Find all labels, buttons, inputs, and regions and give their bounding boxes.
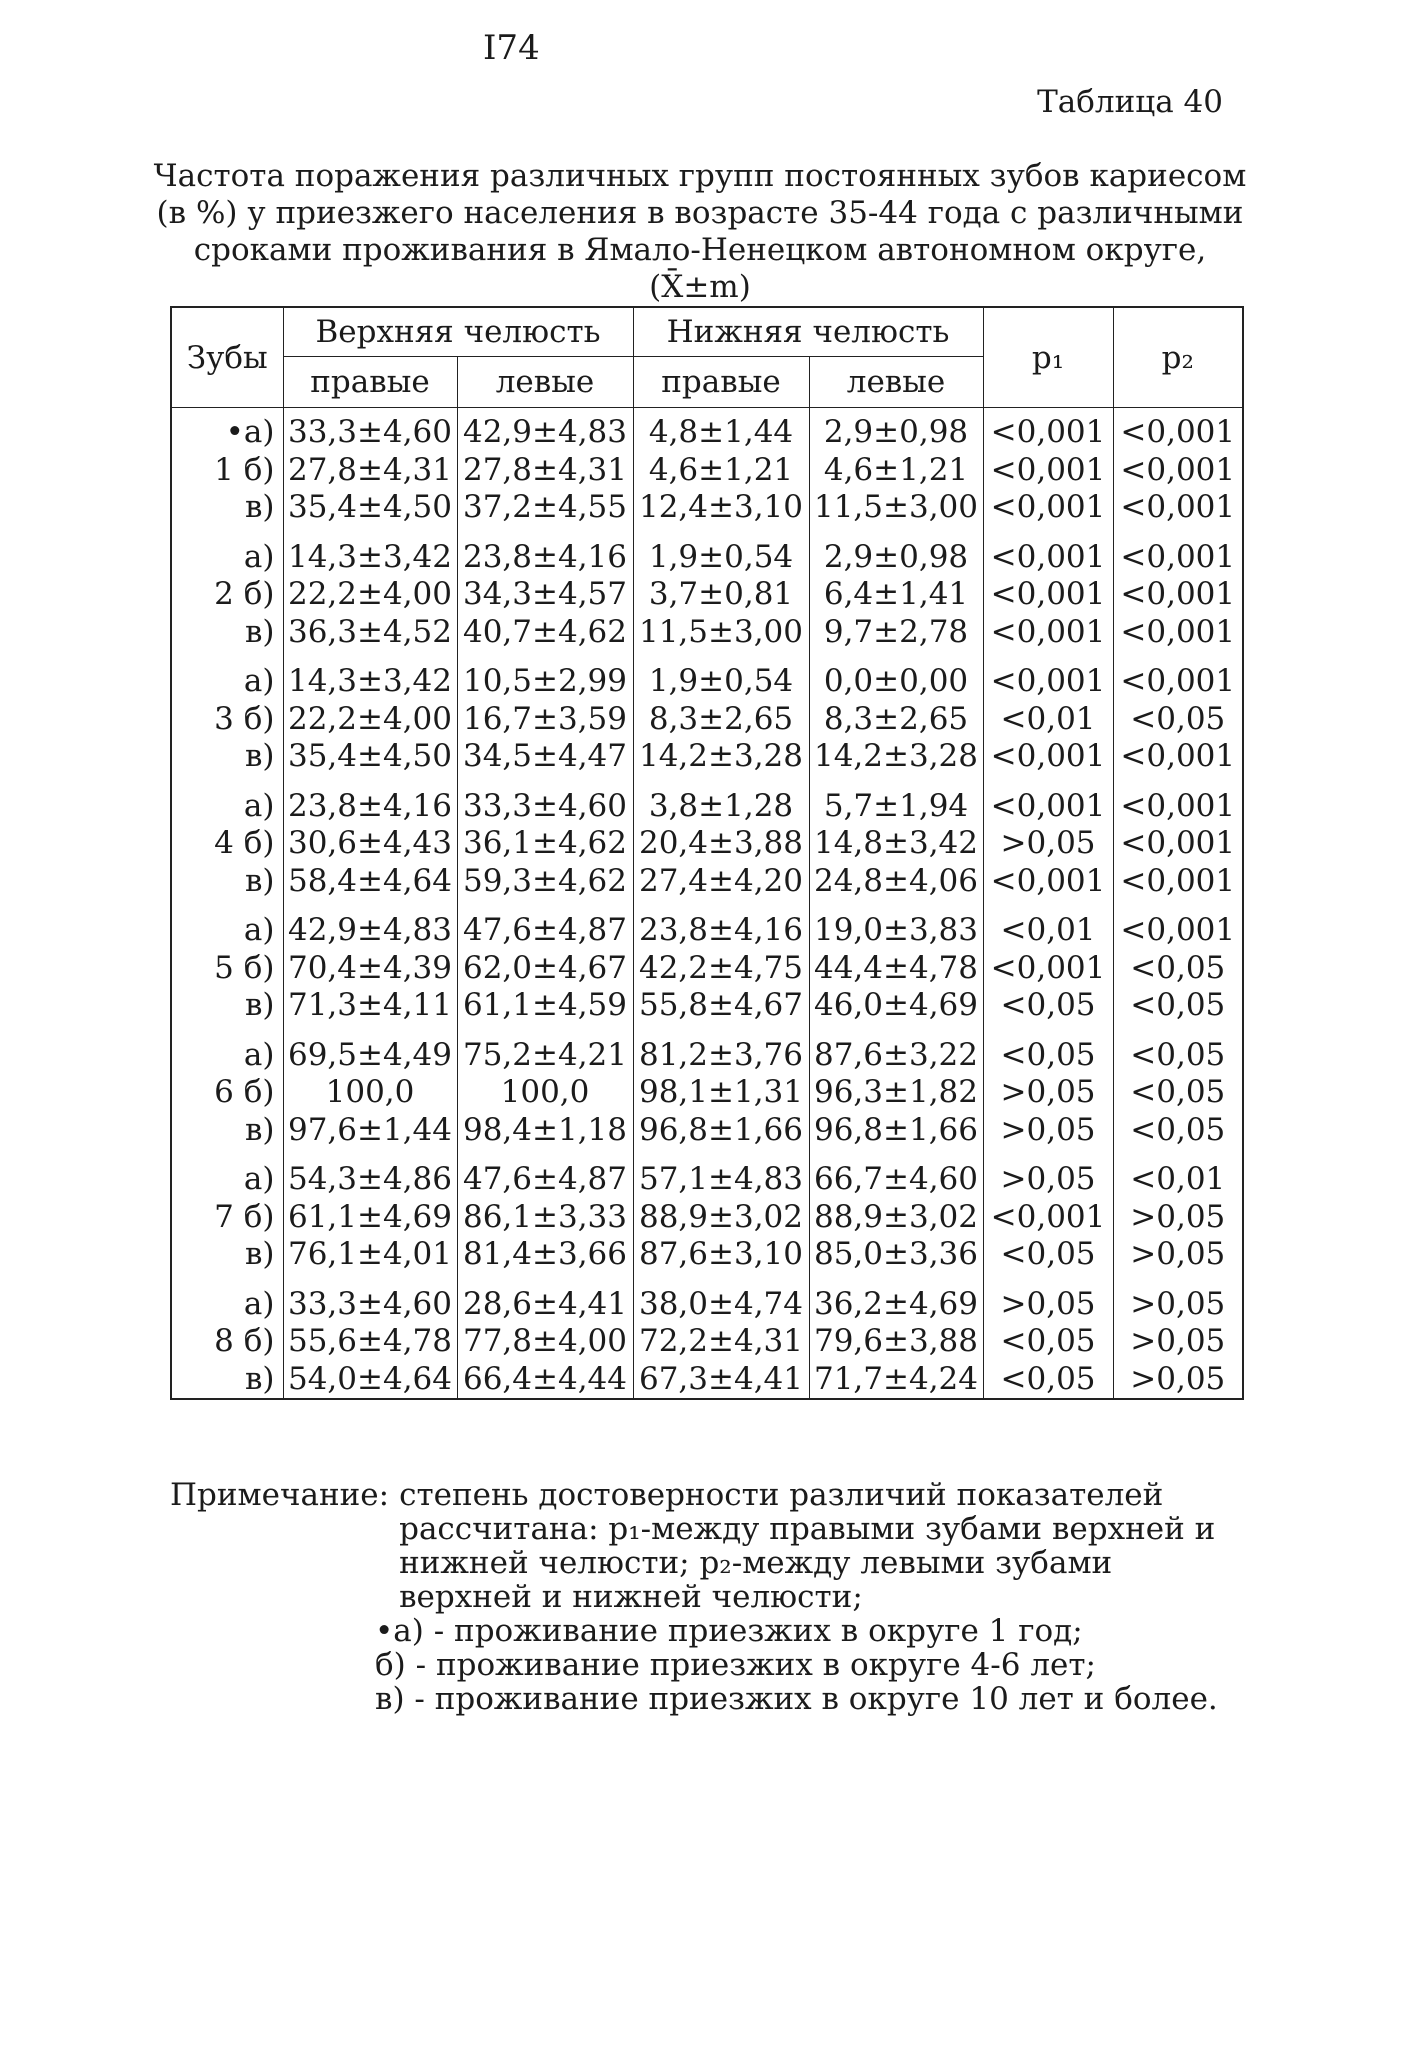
cell-lower-left: 19,0±3,83 bbox=[809, 900, 983, 950]
cell-lower-right: 57,1±4,83 bbox=[633, 1149, 809, 1199]
cell-upper-right: 35,4±4,50 bbox=[283, 738, 457, 776]
table-row bbox=[171, 1274, 1243, 1324]
cell-lower-left: 14,2±3,28 bbox=[809, 738, 983, 776]
table-row bbox=[171, 1149, 1243, 1199]
cell-lower-right: 20,4±3,88 bbox=[633, 825, 809, 863]
cell-p1: <0,001 bbox=[983, 1199, 1113, 1237]
cell-upper-left: 66,4±4,44 bbox=[457, 1361, 633, 1400]
caries-frequency-table bbox=[170, 306, 1244, 1400]
cell-upper-left: 59,3±4,62 bbox=[457, 863, 633, 901]
cell-row-label: 3 б) bbox=[171, 701, 283, 739]
cell-lower-left: 46,0±4,69 bbox=[809, 987, 983, 1025]
cell-upper-left: 47,6±4,87 bbox=[457, 1149, 633, 1199]
header-upper-right: правые bbox=[283, 357, 457, 408]
cell-lower-left: 2,9±0,98 bbox=[809, 408, 983, 452]
cell-p2: <0,001 bbox=[1113, 651, 1243, 701]
cell-lower-left: 87,6±3,22 bbox=[809, 1025, 983, 1075]
page-number: I74 bbox=[483, 28, 540, 68]
cell-upper-right: 76,1±4,01 bbox=[283, 1236, 457, 1274]
table-row bbox=[171, 1323, 1243, 1361]
cell-upper-right: 22,2±4,00 bbox=[283, 701, 457, 739]
cell-upper-left: 27,8±4,31 bbox=[457, 452, 633, 490]
table-row bbox=[171, 776, 1243, 826]
cell-row-label: •а) bbox=[171, 408, 283, 452]
cell-upper-left: 34,3±4,57 bbox=[457, 576, 633, 614]
header-p2: p₂ bbox=[1113, 307, 1243, 408]
table-row bbox=[171, 1236, 1243, 1274]
cell-p1: <0,05 bbox=[983, 1025, 1113, 1075]
cell-row-label: в) bbox=[171, 1112, 283, 1150]
cell-lower-left: 5,7±1,94 bbox=[809, 776, 983, 826]
cell-upper-left: 86,1±3,33 bbox=[457, 1199, 633, 1237]
cell-row-label: в) bbox=[171, 987, 283, 1025]
cell-lower-right: 42,2±4,75 bbox=[633, 950, 809, 988]
cell-lower-left: 6,4±1,41 bbox=[809, 576, 983, 614]
cell-p1: <0,001 bbox=[983, 614, 1113, 652]
cell-p1: <0,01 bbox=[983, 701, 1113, 739]
cell-p2: <0,05 bbox=[1113, 1074, 1243, 1112]
cell-upper-right: 58,4±4,64 bbox=[283, 863, 457, 901]
cell-lower-left: 96,3±1,82 bbox=[809, 1074, 983, 1112]
cell-lower-left: 36,2±4,69 bbox=[809, 1274, 983, 1324]
header-upper-jaw: Верхняя челюсть bbox=[283, 307, 633, 357]
cell-lower-right: 72,2±4,31 bbox=[633, 1323, 809, 1361]
cell-row-label: в) bbox=[171, 738, 283, 776]
cell-p1: <0,001 bbox=[983, 950, 1113, 988]
note-item-c: в) - проживание приезжих в округе 10 лет и более. bbox=[375, 1681, 1218, 1717]
cell-p2: <0,001 bbox=[1113, 614, 1243, 652]
cell-lower-right: 3,7±0,81 bbox=[633, 576, 809, 614]
cell-lower-left: 4,6±1,21 bbox=[809, 452, 983, 490]
header-teeth: Зубы bbox=[171, 307, 283, 408]
cell-row-label: в) bbox=[171, 1236, 283, 1274]
cell-upper-right: 54,0±4,64 bbox=[283, 1361, 457, 1400]
cell-row-label: а) bbox=[171, 1149, 283, 1199]
cell-p2: <0,05 bbox=[1113, 950, 1243, 988]
cell-lower-right: 88,9±3,02 bbox=[633, 1199, 809, 1237]
cell-p2: >0,05 bbox=[1113, 1361, 1243, 1400]
cell-upper-right: 27,8±4,31 bbox=[283, 452, 457, 490]
cell-lower-right: 4,8±1,44 bbox=[633, 408, 809, 452]
cell-lower-right: 67,3±4,41 bbox=[633, 1361, 809, 1400]
cell-upper-right: 36,3±4,52 bbox=[283, 614, 457, 652]
table-row bbox=[171, 1112, 1243, 1150]
table-row bbox=[171, 1361, 1243, 1400]
cell-lower-right: 87,6±3,10 bbox=[633, 1236, 809, 1274]
cell-p1: <0,001 bbox=[983, 776, 1113, 826]
cell-p1: <0,05 bbox=[983, 1323, 1113, 1361]
table-label: Таблица 40 bbox=[1037, 84, 1223, 120]
cell-lower-left: 2,9±0,98 bbox=[809, 527, 983, 577]
cell-lower-right: 38,0±4,74 bbox=[633, 1274, 809, 1324]
header-lower-left: левые bbox=[809, 357, 983, 408]
cell-lower-right: 11,5±3,00 bbox=[633, 614, 809, 652]
cell-upper-right: 14,3±3,42 bbox=[283, 651, 457, 701]
cell-p2: <0,001 bbox=[1113, 576, 1243, 614]
cell-upper-left: 23,8±4,16 bbox=[457, 527, 633, 577]
table-row bbox=[171, 738, 1243, 776]
cell-row-label: 4 б) bbox=[171, 825, 283, 863]
cell-upper-left: 100,0 bbox=[457, 1074, 633, 1112]
cell-upper-right: 35,4±4,50 bbox=[283, 489, 457, 527]
table-row bbox=[171, 950, 1243, 988]
cell-upper-right: 69,5±4,49 bbox=[283, 1025, 457, 1075]
note-item-b: б) - проживание приезжих в округе 4-6 лет; bbox=[375, 1647, 1096, 1683]
cell-p1: >0,05 bbox=[983, 825, 1113, 863]
cell-lower-left: 71,7±4,24 bbox=[809, 1361, 983, 1400]
cell-upper-left: 10,5±2,99 bbox=[457, 651, 633, 701]
header-lower-right: правые bbox=[633, 357, 809, 408]
cell-upper-right: 54,3±4,86 bbox=[283, 1149, 457, 1199]
cell-upper-left: 42,9±4,83 bbox=[457, 408, 633, 452]
cell-upper-left: 36,1±4,62 bbox=[457, 825, 633, 863]
note-item-a: •а) - проживание приезжих в округе 1 год; bbox=[375, 1613, 1083, 1649]
cell-lower-right: 98,1±1,31 bbox=[633, 1074, 809, 1112]
cell-lower-right: 8,3±2,65 bbox=[633, 701, 809, 739]
cell-p1: <0,001 bbox=[983, 527, 1113, 577]
cell-lower-right: 14,2±3,28 bbox=[633, 738, 809, 776]
cell-p2: <0,01 bbox=[1113, 1149, 1243, 1199]
cell-upper-right: 23,8±4,16 bbox=[283, 776, 457, 826]
cell-p1: >0,05 bbox=[983, 1149, 1113, 1199]
cell-lower-left: 11,5±3,00 bbox=[809, 489, 983, 527]
cell-row-label: 2 б) bbox=[171, 576, 283, 614]
cell-row-label: а) bbox=[171, 651, 283, 701]
cell-p1: <0,001 bbox=[983, 452, 1113, 490]
cell-row-label: в) bbox=[171, 614, 283, 652]
cell-upper-right: 61,1±4,69 bbox=[283, 1199, 457, 1237]
table-row bbox=[171, 651, 1243, 701]
cell-p1: <0,001 bbox=[983, 738, 1113, 776]
cell-row-label: а) bbox=[171, 1025, 283, 1075]
cell-p1: <0,001 bbox=[983, 651, 1113, 701]
cell-p1: <0,05 bbox=[983, 987, 1113, 1025]
cell-p2: >0,05 bbox=[1113, 1274, 1243, 1324]
cell-upper-left: 16,7±3,59 bbox=[457, 701, 633, 739]
cell-upper-left: 33,3±4,60 bbox=[457, 776, 633, 826]
cell-lower-right: 55,8±4,67 bbox=[633, 987, 809, 1025]
cell-row-label: 7 б) bbox=[171, 1199, 283, 1237]
cell-upper-left: 34,5±4,47 bbox=[457, 738, 633, 776]
cell-row-label: 8 б) bbox=[171, 1323, 283, 1361]
cell-p2: <0,05 bbox=[1113, 1025, 1243, 1075]
table-row bbox=[171, 576, 1243, 614]
cell-p1: <0,001 bbox=[983, 576, 1113, 614]
cell-lower-left: 88,9±3,02 bbox=[809, 1199, 983, 1237]
cell-upper-left: 61,1±4,59 bbox=[457, 987, 633, 1025]
table-row bbox=[171, 987, 1243, 1025]
note-text: степень достоверности различий показателей рассчитана: p₁-между правыми зубами верхней и нижней челюсти; p₂-между левыми зубами верхней и нижней челюсти; bbox=[399, 1477, 1216, 1615]
cell-upper-right: 22,2±4,00 bbox=[283, 576, 457, 614]
cell-upper-right: 33,3±4,60 bbox=[283, 408, 457, 452]
table-body bbox=[171, 408, 1243, 1400]
table-row bbox=[171, 527, 1243, 577]
table-row bbox=[171, 1074, 1243, 1112]
cell-p2: <0,001 bbox=[1113, 527, 1243, 577]
cell-p2: <0,001 bbox=[1113, 863, 1243, 901]
cell-row-label: в) bbox=[171, 489, 283, 527]
cell-lower-left: 96,8±1,66 bbox=[809, 1112, 983, 1150]
cell-p1: <0,05 bbox=[983, 1236, 1113, 1274]
table-row bbox=[171, 489, 1243, 527]
cell-upper-left: 40,7±4,62 bbox=[457, 614, 633, 652]
cell-upper-left: 98,4±1,18 bbox=[457, 1112, 633, 1150]
cell-p2: <0,001 bbox=[1113, 452, 1243, 490]
cell-upper-right: 33,3±4,60 bbox=[283, 1274, 457, 1324]
table-row bbox=[171, 825, 1243, 863]
table-row bbox=[171, 863, 1243, 901]
cell-lower-right: 81,2±3,76 bbox=[633, 1025, 809, 1075]
cell-row-label: а) bbox=[171, 1274, 283, 1324]
cell-upper-left: 37,2±4,55 bbox=[457, 489, 633, 527]
header-lower-jaw: Нижняя челюсть bbox=[633, 307, 983, 357]
cell-upper-left: 47,6±4,87 bbox=[457, 900, 633, 950]
cell-p1: >0,05 bbox=[983, 1074, 1113, 1112]
table-row bbox=[171, 452, 1243, 490]
cell-upper-right: 14,3±3,42 bbox=[283, 527, 457, 577]
cell-lower-right: 23,8±4,16 bbox=[633, 900, 809, 950]
cell-p1: <0,05 bbox=[983, 1361, 1113, 1400]
table-row bbox=[171, 614, 1243, 652]
cell-upper-left: 81,4±3,66 bbox=[457, 1236, 633, 1274]
cell-p1: <0,001 bbox=[983, 489, 1113, 527]
cell-lower-left: 8,3±2,65 bbox=[809, 701, 983, 739]
cell-upper-left: 28,6±4,41 bbox=[457, 1274, 633, 1324]
cell-p2: >0,05 bbox=[1113, 1323, 1243, 1361]
table-row bbox=[171, 1199, 1243, 1237]
cell-upper-left: 75,2±4,21 bbox=[457, 1025, 633, 1075]
cell-lower-left: 66,7±4,60 bbox=[809, 1149, 983, 1199]
cell-upper-right: 97,6±1,44 bbox=[283, 1112, 457, 1150]
note-lead: Примечание: bbox=[170, 1477, 390, 1513]
cell-p2: <0,001 bbox=[1113, 408, 1243, 452]
cell-p2: <0,05 bbox=[1113, 987, 1243, 1025]
cell-p2: <0,05 bbox=[1113, 701, 1243, 739]
cell-upper-right: 55,6±4,78 bbox=[283, 1323, 457, 1361]
table-row bbox=[171, 900, 1243, 950]
cell-lower-left: 44,4±4,78 bbox=[809, 950, 983, 988]
cell-upper-right: 70,4±4,39 bbox=[283, 950, 457, 988]
cell-lower-right: 96,8±1,66 bbox=[633, 1112, 809, 1150]
cell-lower-right: 27,4±4,20 bbox=[633, 863, 809, 901]
cell-p2: <0,001 bbox=[1113, 738, 1243, 776]
table-row bbox=[171, 701, 1243, 739]
table-row bbox=[171, 408, 1243, 452]
cell-p1: <0,001 bbox=[983, 863, 1113, 901]
table-row bbox=[171, 1025, 1243, 1075]
cell-upper-right: 42,9±4,83 bbox=[283, 900, 457, 950]
cell-lower-right: 1,9±0,54 bbox=[633, 651, 809, 701]
cell-row-label: 1 б) bbox=[171, 452, 283, 490]
cell-p2: <0,001 bbox=[1113, 900, 1243, 950]
cell-p2: >0,05 bbox=[1113, 1199, 1243, 1237]
cell-p2: <0,001 bbox=[1113, 776, 1243, 826]
cell-p2: <0,001 bbox=[1113, 489, 1243, 527]
cell-row-label: а) bbox=[171, 776, 283, 826]
cell-p2: >0,05 bbox=[1113, 1236, 1243, 1274]
cell-lower-right: 4,6±1,21 bbox=[633, 452, 809, 490]
cell-p1: >0,05 bbox=[983, 1112, 1113, 1150]
cell-upper-right: 71,3±4,11 bbox=[283, 987, 457, 1025]
cell-row-label: 6 б) bbox=[171, 1074, 283, 1112]
cell-lower-left: 9,7±2,78 bbox=[809, 614, 983, 652]
header-p1: p₁ bbox=[983, 307, 1113, 408]
cell-lower-left: 79,6±3,88 bbox=[809, 1323, 983, 1361]
cell-p2: <0,05 bbox=[1113, 1112, 1243, 1150]
cell-lower-left: 85,0±3,36 bbox=[809, 1236, 983, 1274]
table-note bbox=[170, 1478, 1250, 1716]
cell-lower-right: 3,8±1,28 bbox=[633, 776, 809, 826]
cell-row-label: а) bbox=[171, 527, 283, 577]
cell-lower-left: 0,0±0,00 bbox=[809, 651, 983, 701]
cell-row-label: в) bbox=[171, 863, 283, 901]
cell-upper-left: 62,0±4,67 bbox=[457, 950, 633, 988]
header-upper-left: левые bbox=[457, 357, 633, 408]
cell-lower-left: 24,8±4,06 bbox=[809, 863, 983, 901]
cell-upper-left: 77,8±4,00 bbox=[457, 1323, 633, 1361]
cell-row-label: в) bbox=[171, 1361, 283, 1400]
cell-p1: >0,05 bbox=[983, 1274, 1113, 1324]
cell-upper-right: 100,0 bbox=[283, 1074, 457, 1112]
table-title: Частота поражения различных групп постоянных зубов кариесом (в %) у приезжего населения в возрасте 35-44 года с различными сроками проживания в Ямало-Ненецком автономном округе, (X̄±m) bbox=[153, 158, 1247, 305]
cell-p2: <0,001 bbox=[1113, 825, 1243, 863]
cell-lower-right: 1,9±0,54 bbox=[633, 527, 809, 577]
cell-p1: <0,001 bbox=[983, 408, 1113, 452]
cell-upper-right: 30,6±4,43 bbox=[283, 825, 457, 863]
cell-row-label: а) bbox=[171, 900, 283, 950]
cell-lower-right: 12,4±3,10 bbox=[633, 489, 809, 527]
cell-p1: <0,01 bbox=[983, 900, 1113, 950]
cell-row-label: 5 б) bbox=[171, 950, 283, 988]
cell-lower-left: 14,8±3,42 bbox=[809, 825, 983, 863]
